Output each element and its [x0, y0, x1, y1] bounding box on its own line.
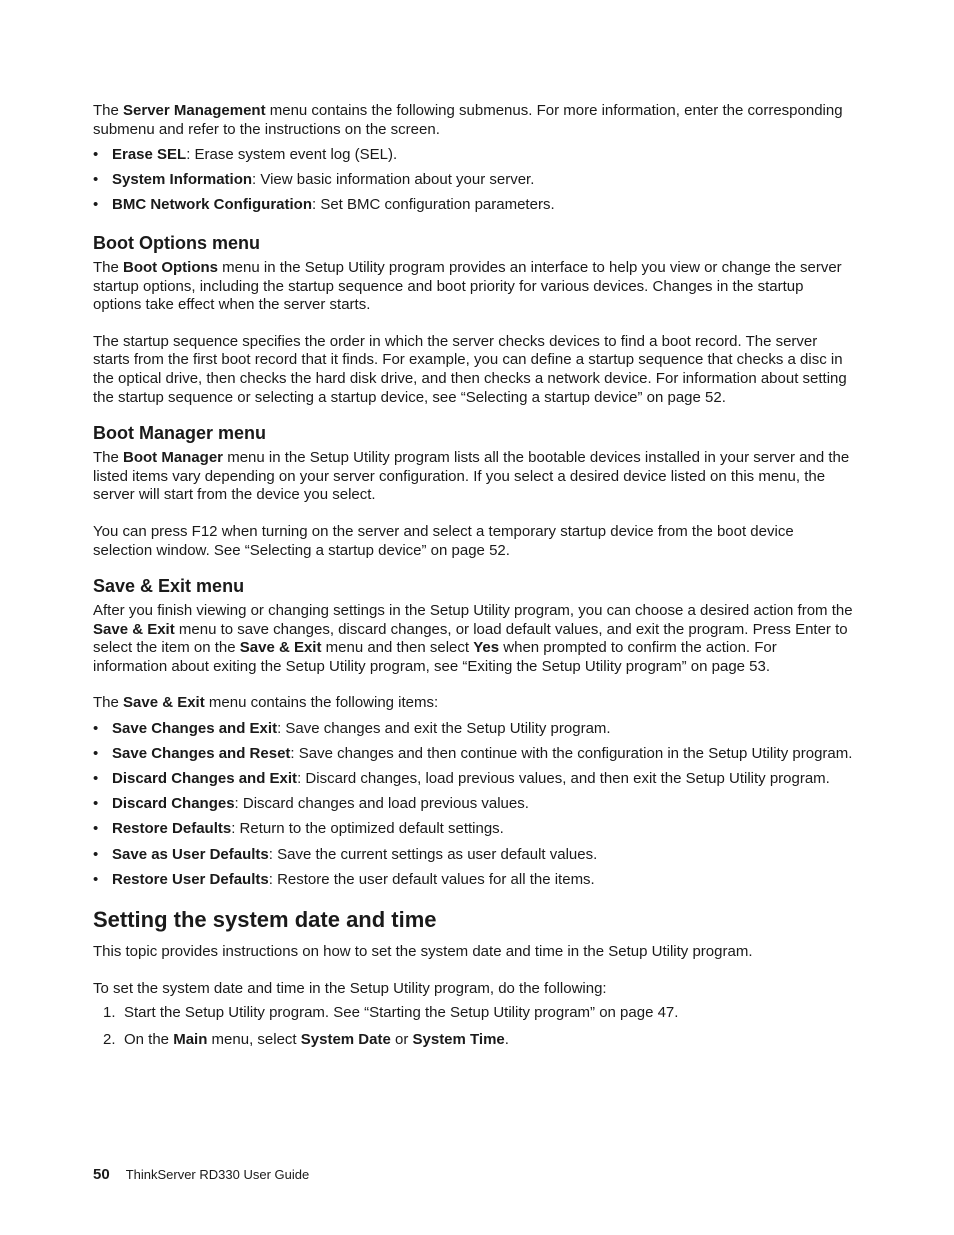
list-item: [93, 846, 853, 865]
save-exit-p2: [93, 694, 853, 713]
step-number: 2.: [103, 1030, 116, 1048]
text: The: [93, 449, 124, 467]
item-term: Save Changes and Exit: [112, 720, 278, 738]
text: menu contains the following items:: [204, 694, 439, 712]
boot-options-p2: The startup sequence specifies the order in which the server checks devices to find a boot record. The server starts from the first boot record that it finds. For example, you can define a startup sequence that checks a disc in the optical drive, then checks the hard disk drive, and then checks a network device. For information about setting the startup sequence or selecting a startup device, see “Selecting a startup device” on page 52.: [93, 332, 847, 406]
item-desc: : Save changes and then continue with the configuration in the Setup Utility program.: [290, 745, 853, 763]
term-boot-options: Boot Options: [123, 258, 218, 276]
term-yes: Yes: [473, 639, 500, 657]
list-item: [93, 146, 853, 165]
page-footer: [93, 1166, 309, 1184]
text: when prompted to confirm the action. For information about exiting the Setup Utility program, see “Exiting the Setup Utility program” on page 53.: [93, 639, 777, 675]
text: or: [390, 1030, 413, 1048]
text: The: [93, 102, 124, 119]
term-main: Main: [173, 1030, 208, 1048]
text: menu contains the following submenus. For more information, enter the corresponding submenu and refer to the instructions on the screen.: [93, 102, 843, 138]
text: menu, select: [207, 1030, 301, 1048]
item-desc: : Save the current settings as user default values.: [268, 845, 598, 863]
item-term: Restore Defaults: [112, 820, 232, 838]
item-desc: : Save changes and exit the Setup Utility program.: [277, 720, 611, 738]
term-system-time: System Time: [412, 1030, 505, 1048]
heading-save-exit: Save & Exit menu: [93, 576, 245, 597]
text: menu in the Setup Utility program provides an interface to help you view or change the server startup options, including the startup sequence and boot priority for various devices. Changes in the startup options take effect when the server starts.: [93, 258, 842, 314]
heading-boot-manager: Boot Manager menu: [93, 423, 267, 444]
term-save-exit: Save & Exit: [93, 620, 175, 638]
heading-boot-options: Boot Options menu: [93, 232, 260, 253]
text: The: [93, 694, 124, 712]
list-item: [93, 820, 853, 839]
boot-manager-p1: [93, 449, 853, 505]
text: After you finish viewing or changing settings in the Setup Utility program, you can choose a desired action from the: [93, 602, 853, 620]
boot-options-p1: [93, 259, 853, 315]
item-term: System Information: [112, 171, 253, 189]
text: On the: [124, 1030, 174, 1048]
step-item: [93, 1004, 853, 1023]
date-time-p1: This topic provides instructions on how to set the system date and time in the Setup Utility program.: [93, 943, 753, 961]
item-term: Erase SEL: [112, 146, 187, 164]
heading-date-time: Setting the system date and time: [93, 907, 437, 933]
item-desc: : Discard changes, load previous values, and then exit the Setup Utility program.: [297, 770, 830, 788]
term-system-date: System Date: [300, 1030, 391, 1048]
text: The: [93, 258, 124, 276]
save-exit-list: [93, 720, 853, 889]
item-desc: : Discard changes and load previous values.: [234, 795, 529, 813]
date-time-steps: [93, 1004, 853, 1049]
text: menu to save changes, discard changes, or load default values, and exit the program. Press Enter to select the item on the: [93, 620, 848, 657]
date-time-p2: To set the system date and time in the Setup Utility program, do the following:: [93, 979, 607, 997]
text: .: [504, 1030, 509, 1048]
step-number: 1.: [103, 1004, 116, 1022]
list-item: [93, 196, 853, 215]
term-save-exit: Save & Exit: [239, 639, 322, 657]
item-term: Restore User Defaults: [112, 870, 269, 888]
server-management-intro: [93, 102, 853, 139]
page-content: [93, 102, 853, 1049]
list-item: [93, 795, 853, 814]
term-boot-manager: Boot Manager: [123, 449, 224, 467]
item-desc: : Erase system event log (SEL).: [186, 146, 398, 164]
boot-manager-p2: You can press F12 when turning on the server and select a temporary startup device from the boot device selection window. See “Selecting a startup device” on page 52.: [93, 522, 794, 559]
list-item: [93, 720, 853, 739]
list-item: [93, 171, 853, 190]
text: menu and then select: [321, 639, 474, 657]
step-item: [93, 1031, 853, 1050]
server-management-list: [93, 146, 853, 215]
item-term: Save Changes and Reset: [112, 745, 291, 763]
item-term: Save as User Defaults: [112, 845, 269, 863]
list-item: [93, 770, 853, 789]
list-item: [93, 745, 853, 764]
step-text: Start the Setup Utility program. See “Starting the Setup Utility program” on page 47.: [124, 1004, 679, 1022]
term-server-management: Server Management: [123, 102, 266, 119]
item-desc: : View basic information about your server.: [252, 171, 535, 189]
document-title: ThinkServer RD330 User Guide: [125, 1167, 310, 1182]
save-exit-p1: [93, 602, 853, 676]
page-number: 50: [93, 1166, 110, 1183]
item-term: Discard Changes and Exit: [112, 770, 298, 788]
item-desc: : Restore the user default values for all the items.: [268, 870, 595, 888]
item-desc: : Return to the optimized default settings.: [231, 820, 504, 838]
item-term: Discard Changes: [112, 795, 235, 813]
item-term: BMC Network Configuration: [112, 196, 312, 214]
text: menu in the Setup Utility program lists all the bootable devices installed in your server and the listed items vary depending on your server configuration. If you select a desired device listed on this menu, the server will start from the device you select.: [93, 449, 850, 504]
term-save-exit: Save & Exit: [123, 694, 205, 712]
item-desc: : Set BMC configuration parameters.: [312, 196, 555, 214]
list-item: [93, 871, 853, 890]
